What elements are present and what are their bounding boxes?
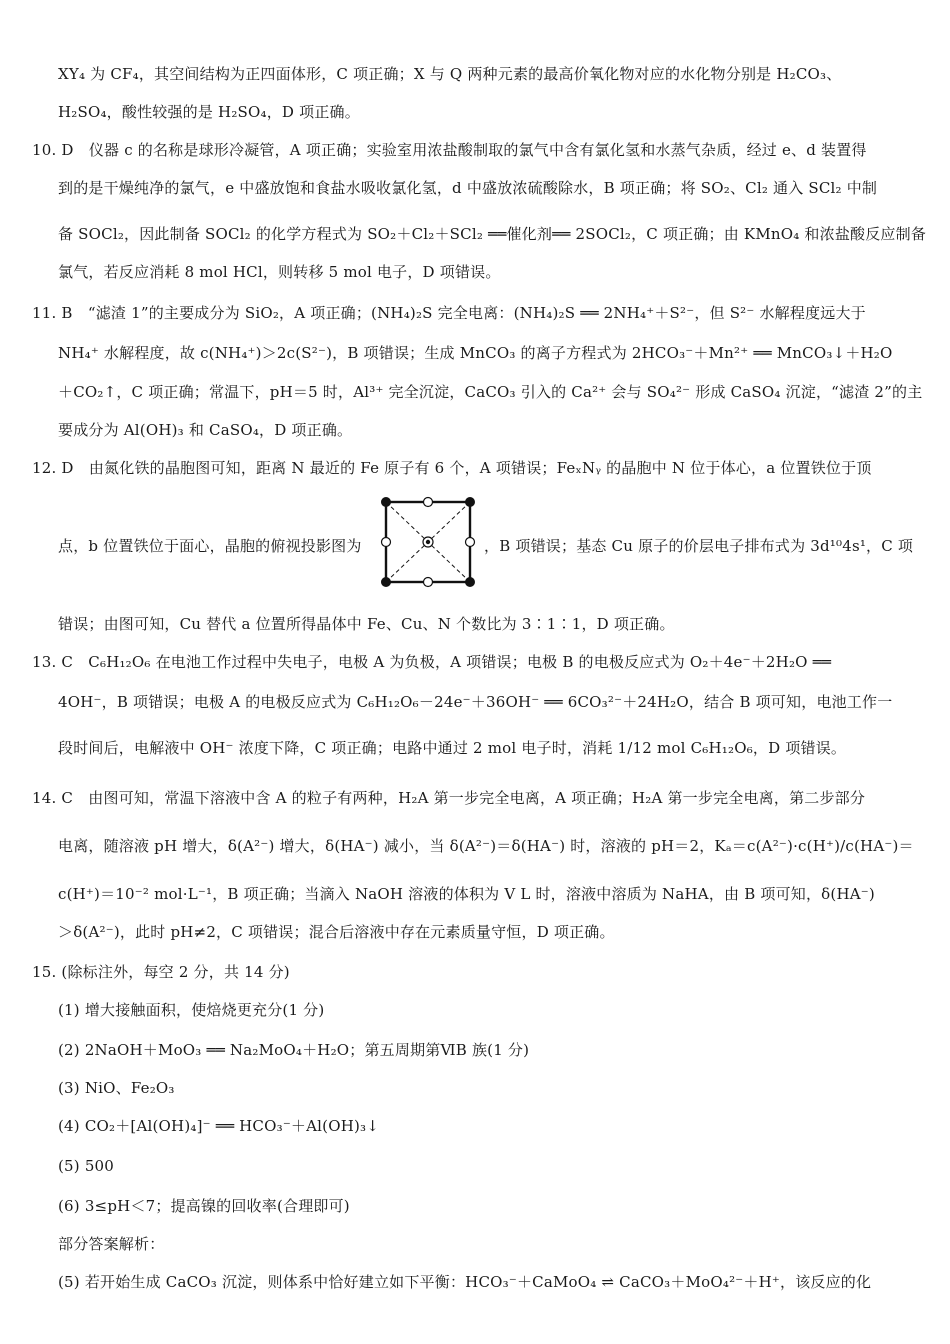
text-line: 氯气，若反应消耗 8 mol HCl，则转移 5 mol 电子，D 项错误。 (58, 263, 501, 281)
text-line: 点，b 位置铁位于面心，晶胞的俯视投影图为 (58, 537, 362, 555)
text-line: 错误；由图可知，Cu 替代 a 位置所得晶体中 Fe、Cu、N 个数比为 3∶1∶1，D 项正确。 (58, 615, 675, 633)
text-line: 12. D 由氮化铁的晶胞图可知，距离 N 最近的 Fe 原子有 6 个，A 项错误；FeₓNᵧ 的晶胞中 N 位于体心，a 位置铁位于顶 (32, 459, 872, 477)
text-line: XY₄ 为 CF₄，其空间结构为正四面体形，C 项正确；X 与 Q 两种元素的最高价氧化物对应的水化物分别是 H₂CO₃、 (58, 65, 842, 83)
text-line: H₂SO₄，酸性较强的是 H₂SO₄，D 项正确。 (58, 103, 360, 121)
text-line: 段时间后，电解液中 OH⁻ 浓度下降，C 项正确；电路中通过 2 mol 电子时，消耗 1/12 mol C₆H₁₂O₆，D 项错误。 (58, 739, 847, 757)
answer-item: (1) 增大接触面积，使焙烧更充分(1 分) (58, 1001, 325, 1019)
text-line: 备 SOCl₂，因此制备 SOCl₂ 的化学方程式为 SO₂＋Cl₂＋SCl₂ ══催化剂══ 2SOCl₂，C 项正确；由 KMnO₄ 和浓盐酸反应制备 (58, 225, 927, 243)
text-line: c(H⁺)＝10⁻² mol·L⁻¹，B 项正确；当滴入 NaOH 溶液的体积为 V L 时，溶液中溶质为 NaHA，由 B 项可知，δ(HA⁻) (58, 885, 875, 903)
projection-diagram (378, 494, 478, 590)
analysis-heading: 部分答案解析： (58, 1235, 165, 1253)
analysis-text: (5) 若开始生成 CaCO₃ 沉淀，则体系中恰好建立如下平衡：HCO₃⁻＋CaMoO₄ ⇌ CaCO₃＋MoO₄²⁻＋H⁺，该反应的化 (58, 1273, 872, 1291)
text-line: 电离，随溶液 pH 增大，δ(A²⁻) 增大，δ(HA⁻) 减小，当 δ(A²⁻)＝δ(HA⁻) 时，溶液的 pH＝2，Kₐ＝c(A²⁻)·c(H⁺)/c(HA⁻)＝ (58, 837, 914, 855)
text-line: NH₄⁺ 水解程度，故 c(NH₄⁺)＞2c(S²⁻)，B 项错误；生成 MnCO₃ 的离子方程式为 2HCO₃⁻＋Mn²⁺ ══ MnCO₃↓＋H₂O (58, 344, 893, 362)
text-line: ＋CO₂↑，C 项正确；常温下，pH＝5 时，Al³⁺ 完全沉淀，CaCO₃ 引入的 Ca²⁺ 会与 SO₄²⁻ 形成 CaSO₄ 沉淀，“滤渣 2”的主 (58, 383, 923, 401)
text-line: 11. B “滤渣 1”的主要成分为 SiO₂，A 项正确；(NH₄)₂S 完全电离：(NH₄)₂S ══ 2NH₄⁺＋S²⁻，但 S²⁻ 水解程度远大于 (32, 304, 866, 322)
answer-item: (2) 2NaOH＋MoO₃ ══ Na₂MoO₄＋H₂O；第五周期第ⅥB 族(1 分) (58, 1041, 530, 1059)
answer-item: (5) 500 (58, 1157, 115, 1175)
text-line: 14. C 由图可知，常温下溶液中含 A 的粒子有两种，H₂A 第一步完全电离，A 项正确；H₂A 第一步完全电离，第二步部分 (32, 789, 866, 807)
crystal-projection-figure (378, 494, 478, 590)
question-15-header: 15. (除标注外，每空 2 分，共 14 分) (32, 963, 290, 981)
answer-item: (4) CO₂＋[Al(OH)₄]⁻ ══ HCO₃⁻＋Al(OH)₃↓ (58, 1117, 380, 1135)
text-line: 到的是干燥纯净的氯气，e 中盛放饱和食盐水吸收氯化氢，d 中盛放浓硫酸除水，B 项正确；将 SO₂、Cl₂ 通入 SCl₂ 中制 (58, 179, 878, 197)
text-line: 要成分为 Al(OH)₃ 和 CaSO₄，D 项正确。 (58, 421, 353, 439)
text-line: 10. D 仪器 c 的名称是球形冷凝管，A 项正确；实验室用浓盐酸制取的氯气中含有氯化氢和水蒸气杂质，经过 e、d 装置得 (32, 141, 867, 159)
text-line: ＞δ(A²⁻)，此时 pH≠2，C 项错误；混合后溶液中存在元素质量守恒，D 项正确。 (58, 923, 615, 941)
text-line: 13. C C₆H₁₂O₆ 在电池工作过程中失电子，电极 A 为负极，A 项错误；电极 B 的电极反应式为 O₂＋4e⁻＋2H₂O ══ (32, 653, 832, 671)
answer-item: (3) NiO、Fe₂O₃ (58, 1079, 175, 1097)
text-line: ，B 项错误；基态 Cu 原子的价层电子排布式为 3d¹⁰4s¹，C 项 (484, 537, 914, 555)
answer-item: (6) 3≤pH＜7；提高镍的回收率(合理即可) (58, 1197, 350, 1215)
text-line: 4OH⁻，B 项错误；电极 A 的电极反应式为 C₆H₁₂O₆－24e⁻＋36OH⁻ ══ 6CO₃²⁻＋24H₂O，结合 B 项可知，电池工作一 (58, 693, 893, 711)
